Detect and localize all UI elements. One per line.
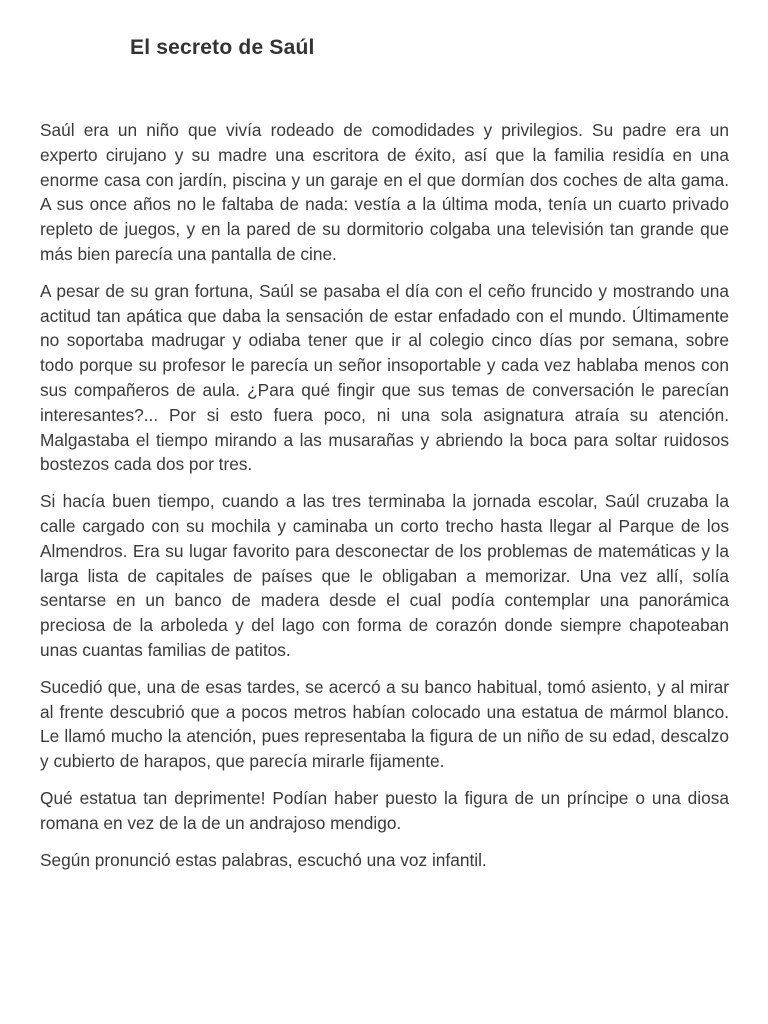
paragraph-2: A pesar de su gran fortuna, Saúl se pasaba el día con el ceño fruncido y mostrando una actitud tan apática que daba la sensación de estar enfadado con el mundo. Últimamente no soportaba madrugar y odiaba tener que ir al colegio cinco días por semana, sobre todo porque su profesor le parecía un señor insoportable y cada vez hablaba menos con sus compañeros de aula. ¿Para qué fingir que sus temas de conversación le parecían interesantes?... Por si esto fuera poco, ni una sola asignatura atraía su atención. Malgastaba el tiempo mirando a las musarañas y abriendo la boca para soltar ruidosos bostezos cada dos por tres.: [40, 280, 729, 475]
paragraph-4: Sucedió que, una de esas tardes, se acercó a su banco habitual, tomó asiento, y al mirar al frente descubrió que a pocos metros habían colocado una estatua de mármol blanco. Le llamó mucho la atención, pues representaba la figura de un niño de su edad, descalzo y cubierto de harapos, que parecía mirarle fijamente.: [40, 676, 729, 772]
paragraph-3: Si hacía buen tiempo, cuando a las tres terminaba la jornada escolar, Saúl cruzaba la calle cargado con su mochila y caminaba un corto trecho hasta llegar al Parque de los Almendros. Era su lugar favorito para desconectar de los problemas de matemáticas y la larga lista de capitales de países que le obligaban a memorizar. Una vez allí, solía sentarse en un banco de madera desde el cual podía contemplar una panorámica preciosa de la arboleda y del lago con forma de corazón donde siempre chapoteaban unas cuantas familias de patitos.: [40, 491, 729, 660]
document-title: El secreto de Saúl: [130, 36, 315, 59]
paragraph-1: Saúl era un niño que vivía rodeado de comodidades y privilegios. Su padre era un experto cirujano y su madre una escritora de éxito, así que la familia residía en una enorme casa con jardín, piscina y un garaje en el que dormían dos coches de alta gama. A sus once años no le faltaba de nada: vestía a la última moda, tenía un cuarto privado repleto de juegos, y en la pared de su dormitorio colgaba una televisión tan grande que más bien parecía una pantalla de cine.: [40, 120, 729, 264]
paragraph-5: Qué estatua tan deprimente! Podían haber puesto la figura de un príncipe o una diosa romana en vez de la de un andrajoso mendigo.: [40, 787, 729, 833]
paragraph-6: Según pronunció estas palabras, escuchó una voz infantil.: [40, 849, 487, 870]
document-body: [40, 118, 729, 884]
